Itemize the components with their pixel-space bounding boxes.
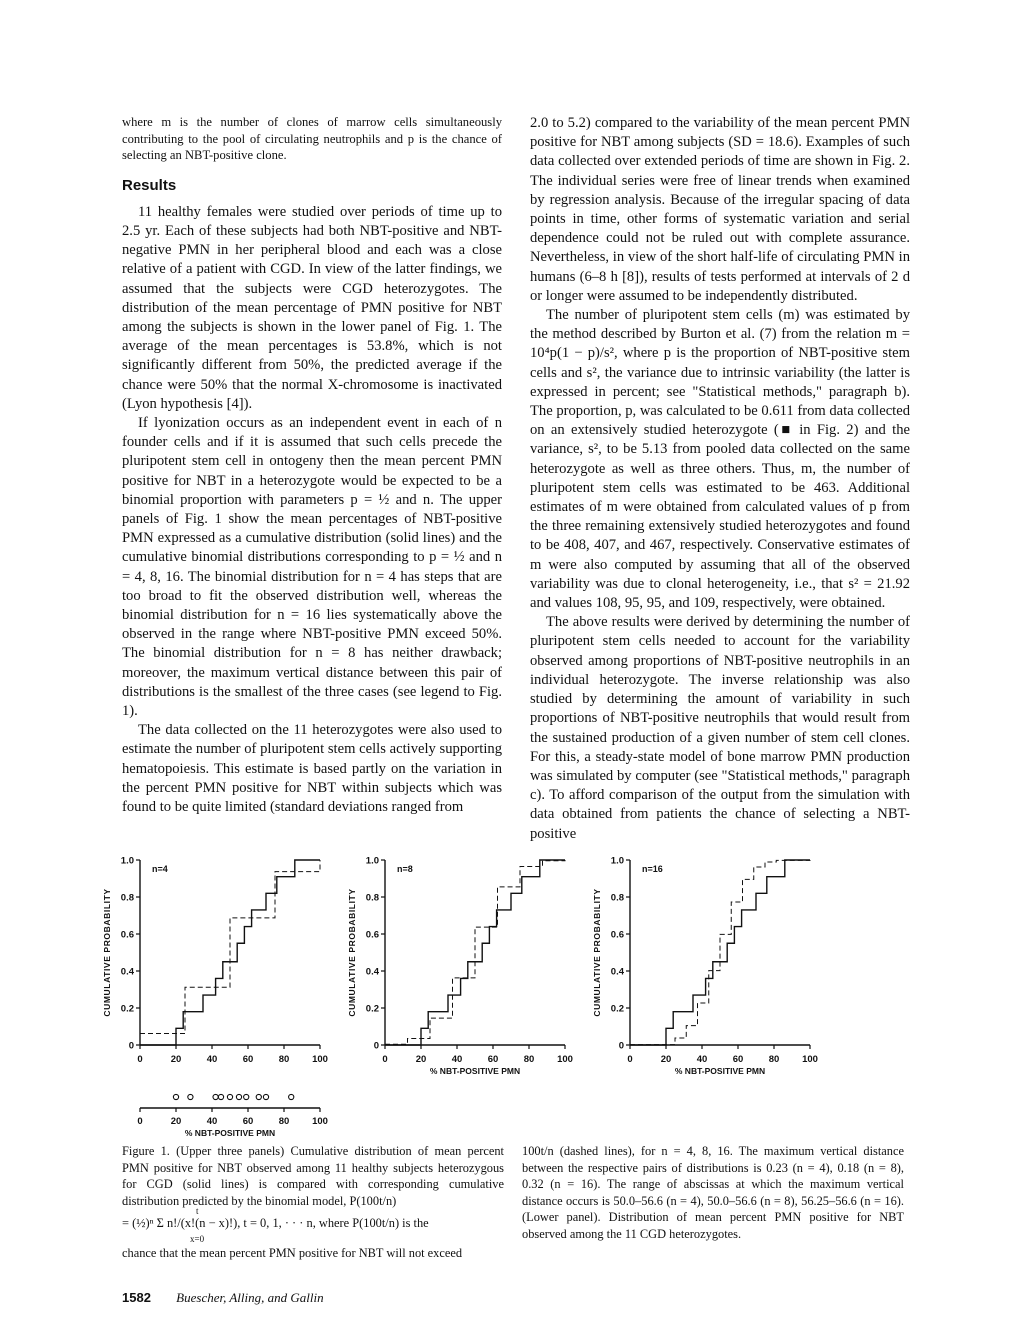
- figure-1-plots: [90, 840, 850, 1140]
- paragraph: 2.0 to 5.2) compared to the variability of the mean percent PMN positive for NBT among subjects (SD = 18.6). Examples of such data collected over extended periods of time are shown in Fig. 2. The individual series were free of linear trends when examined by regression analysis. Because of the irregular spacing of data points in time, other forms of systematic variation and serial dependence could not be ruled out with complete assurance. Nevertheless, in view of the short half-life of circulating PMN in humans (6–8 h [8]), results of tests performed at intervals of 2 d or longer were assumed to be independently distributed.: [530, 115, 910, 304]
- section-heading: Results: [122, 176, 177, 194]
- lower-x-tick-label: 80: [278, 1116, 290, 1127]
- binomial-step-line: [140, 860, 320, 1033]
- caption-text: Figure 1. (Upper three panels) Cumulative distribution of mean percent PMN positive for NBT observed among 11 healthy subjects heterozygous for CGD (solid lines) is compared with corresponding cumulative distribution predicted by the binomial model, P(100t/n): [122, 1144, 504, 1208]
- y-axis-label: CUMULATIVE PROBABILITY: [592, 888, 602, 1017]
- right-column: [530, 114, 910, 844]
- sum-upper-limit: t: [196, 1206, 199, 1217]
- y-tick-label: 0.8: [120, 892, 134, 904]
- panel-label: n=8: [397, 864, 413, 874]
- y-axis-label: CUMULATIVE PROBABILITY: [102, 888, 112, 1017]
- caption-formula: = (½)ⁿ Σ n!/(x!(n − x)!), t = 0, 1, · · · n, where P(100t/n) is the: [122, 1216, 429, 1231]
- x-tick-label: 80: [768, 1054, 780, 1065]
- page-number: 1582: [122, 1290, 151, 1305]
- x-tick-label: 0: [137, 1054, 143, 1065]
- x-tick-label: 80: [523, 1054, 535, 1065]
- data-point: [188, 1094, 193, 1099]
- paragraph: The number of pluripotent stem cells (m) was estimated by the method described by Burton et al. (7) from the relation m = 10⁴p(1 − p)/s², where p is the proportion of NBT-positive stem cells and s², the variance due to intrinsic variability (the latter is expressed in percent; see "Statistical methods," paragraph b). The proportion, p, was calculated to be 0.611 from data collected on an extensively studied heterozygote (■ in Fig. 2) and the variance, s², to be 5.13 from pooled data collected on the same heterozygote as well as three others. Thus, m, the number of pluripotent stem cells was estimated to be 463. Additional estimates of m were obtained from calculated values of p from the three remaining extensively studied heterozygotes and found to be 408, 407, and 467, respectively. Conservative estimates of m were also computed by assuming that all of the observed variability was due to clonal heterogeneity, i.e., that s² = 21.92 and values 108, 95, 95, and 109, respectively, were obtained.: [530, 307, 910, 612]
- x-tick-label: 60: [242, 1054, 254, 1065]
- caption-formula-line: [122, 1206, 504, 1245]
- x-tick-label: 20: [660, 1054, 672, 1065]
- figure-caption-left: [122, 1143, 504, 1262]
- lower-x-tick-label: 20: [170, 1116, 182, 1127]
- x-tick-label: 0: [627, 1054, 633, 1065]
- y-tick-label: 0.4: [610, 966, 624, 978]
- binomial-step-line: [385, 860, 565, 1044]
- x-tick-label: 20: [415, 1054, 427, 1065]
- y-tick-label: 0.6: [610, 929, 624, 941]
- x-tick-label: 40: [451, 1054, 463, 1065]
- data-point: [213, 1094, 218, 1099]
- x-tick-label: 40: [696, 1054, 708, 1065]
- paragraph: 11 healthy females were studied over periods of time up to 2.5 yr. Each of these subjects had both NBT-positive and NBT-negative PMN in her peripheral blood and each was a close relative of a patient with CGD. In view of the latter findings, we assumed that the subjects were CGD heterozygotes. The distribution of the mean percentage of PMN positive for NBT among the subjects is shown in the lower panel of Fig. 1. The average of the mean percentages is 53.8%, which is not significantly different from 50%, the predicted average if the chance were 50% that the normal X-chromosome is inactivated (Lyon hypothesis [4]).: [122, 203, 502, 412]
- x-tick-label: 60: [732, 1054, 744, 1065]
- page-footer: [122, 1290, 324, 1306]
- panel-label: n=16: [642, 864, 663, 874]
- y-axis-label: CUMULATIVE PROBABILITY: [347, 888, 357, 1017]
- x-tick-label: 80: [278, 1054, 290, 1065]
- x-tick-label: 20: [170, 1054, 182, 1065]
- data-point: [244, 1094, 249, 1099]
- y-tick-label: 0: [373, 1040, 379, 1052]
- binomial-step-line: [630, 860, 810, 1045]
- y-tick-label: 0.4: [120, 966, 134, 978]
- y-tick-label: 0.2: [120, 1003, 134, 1015]
- lower-x-tick-label: 100: [312, 1116, 328, 1127]
- data-point: [173, 1094, 178, 1099]
- paragraph: The above results were derived by determining the number of pluripotent stem cells needed to account for the variability observed among proportions of NBT-positive neutrophils in an individual heterozygote. The inverse relationship was also studied by determining the amount of variability in such proportions of NBT-positive neutrophils that would result from the sustained production of a given number of stem cell clones. For this, a steady-state model of bone marrow PMN production was simulated by computer (see "Statistical methods," paragraph c). To afford comparison of the output from the simulation with data obtained from patients the chance of selecting a NBT-positive: [530, 614, 910, 842]
- y-tick-label: 1.0: [120, 855, 134, 867]
- left-column: [122, 114, 502, 817]
- y-tick-label: 0: [128, 1040, 134, 1052]
- caption-text: chance that the mean percent PMN positive for NBT will not exceed: [122, 1246, 463, 1261]
- x-tick-label: 40: [206, 1054, 218, 1065]
- lower-x-axis-label: % NBT-POSITIVE PMN: [184, 1128, 276, 1138]
- paragraph: The data collected on the 11 heterozygotes were also used to estimate the number of pluripotent stem cells actively supporting hematopoiesis. This estimate is based partly on the variation in the percent PMN positive for NBT within subjects which was found to be quite limited (standard deviations ranged from: [122, 722, 502, 815]
- data-point: [256, 1094, 261, 1099]
- y-tick-label: 0.8: [610, 892, 624, 904]
- data-point: [236, 1094, 241, 1099]
- figure-caption-right: 100t/n (dashed lines), for n = 4, 8, 16. The maximum vertical distance between the respective pairs of distributions is 0.23 (n = 4), 0.18 (n = 8), 0.32 (n = 16). The range of abscissas at which the maximum vertical distance occurs is 50.0–56.6 (n = 4), 50.0–56.6 (n = 8), 56.25–56.6 (n = 16). (Lower panel). Distribution of mean percent PMN positive for NBT observed among the 11 CGD heterozygotes.: [522, 1144, 904, 1241]
- observed-step-line: [385, 860, 565, 1045]
- x-axis-label: % NBT-POSITIVE PMN: [674, 1066, 766, 1076]
- lower-x-tick-label: 60: [242, 1116, 254, 1127]
- panel-label: n=4: [152, 864, 168, 874]
- y-tick-label: 0.2: [365, 1003, 379, 1015]
- y-tick-label: 0.6: [120, 929, 134, 941]
- y-tick-label: 0.2: [610, 1003, 624, 1015]
- intro-paragraph: where m is the number of clones of marrow cells simultaneously contributing to the pool of circulating neutrophils and p is the chance of selecting an NBT-positive clone.: [122, 115, 502, 162]
- lower-x-tick-label: 0: [137, 1116, 143, 1127]
- x-tick-label: 60: [487, 1054, 499, 1065]
- y-tick-label: 0.8: [365, 892, 379, 904]
- x-axis-label: % NBT-POSITIVE PMN: [429, 1066, 521, 1076]
- y-tick-label: 0.6: [365, 929, 379, 941]
- observed-step-line: [630, 860, 810, 1045]
- y-tick-label: 0: [618, 1040, 624, 1052]
- data-point: [263, 1094, 268, 1099]
- x-tick-label: 0: [382, 1054, 388, 1065]
- x-tick-label: 100: [312, 1054, 328, 1065]
- y-tick-label: 1.0: [610, 855, 624, 867]
- paragraph: If lyonization occurs as an independent event in each of n founder cells and if it is assumed that such cells precede the pluripotent stem cell in ontogeny then the mean percent PMN positive for NBT in a heterozygote would be expected to be a binomial proportion with parameters p = ½ and n. The upper panels of Fig. 1 show the mean percentages of NBT-positive PMN expressed as a cumulative distribution (solid lines) and the cumulative binomial distributions corresponding to p = ½ and n = 4, 8, 16. The binomial distribution for n = 4 has steps that are too broad to fit the observed distribution well, whereas the binomial distribution for n = 16 lies systematically above the observed in the range where NBT-positive PMN exceed 50%. The binomial distribution for n = 8 has neither drawback; moreover, the maximum vertical distance between this pair of distributions is the smallest of the three cases (see legend to Fig. 1).: [122, 414, 502, 719]
- x-tick-label: 100: [557, 1054, 573, 1065]
- figure-1: [90, 840, 850, 1140]
- running-authors: Buescher, Alling, and Gallin: [176, 1290, 324, 1305]
- data-point: [227, 1094, 232, 1099]
- sum-lower-limit: x=0: [190, 1234, 205, 1245]
- y-tick-label: 0.4: [365, 966, 379, 978]
- y-tick-label: 1.0: [365, 855, 379, 867]
- data-point: [289, 1094, 294, 1099]
- lower-x-tick-label: 40: [206, 1116, 218, 1127]
- data-point: [218, 1094, 223, 1099]
- x-tick-label: 100: [802, 1054, 818, 1065]
